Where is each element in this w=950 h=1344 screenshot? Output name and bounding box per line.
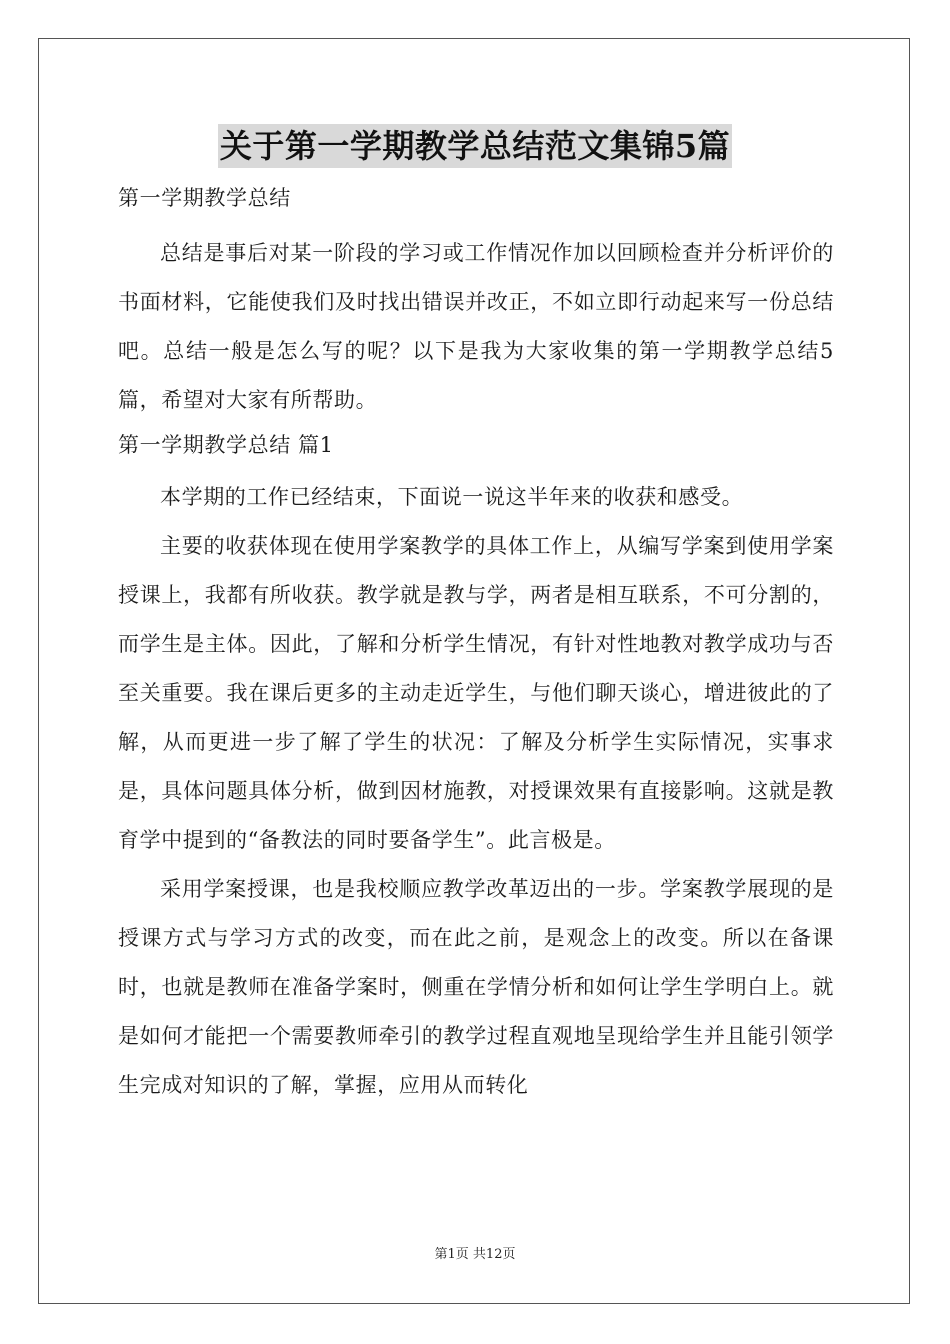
body-paragraph-3: 采用学案授课，也是我校顺应教学改革迈出的一步。学案教学展现的是授课方式与学习方式的改变，而在此之前，是观念上的改变。所以在备课时，也就是教师在准备学案时，侧重在学情分析和如何让学生学明白上。就是如何才能把一个需要教师牵引的教学过程直观地呈现给学生并且能引领学生完成对知识的了解，掌握，应用从而转化 (118, 877, 834, 1097)
document-body (118, 180, 834, 1110)
body-paragraph-1: 本学期的工作已经结束，下面说一说这半年来的收获和感受。 (160, 485, 744, 509)
title-container (0, 124, 950, 168)
intro-paragraph: 总结是事后对某一阶段的学习或工作情况作加以回顾检查并分析评价的书面材料，它能使我们及时找出错误并改正，不如立即行动起来写一份总结吧。总结一般是怎么写的呢？以下是我为大家收集的第一学期教学总结5篇，希望对大家有所帮助。 (118, 241, 834, 412)
document-title: 关于第一学期教学总结范文集锦5篇 (218, 124, 732, 168)
page-number-footer: 第1页 共12页 (434, 1247, 516, 1262)
section-heading: 第一学期教学总结 篇1 (118, 433, 334, 457)
document-subtitle: 第一学期教学总结 (118, 186, 291, 210)
body-paragraph-2: 主要的收获体现在使用学案教学的具体工作上，从编写学案到使用学案授课上，我都有所收获。教学就是教与学，两者是相互联系，不可分割的，而学生是主体。因此，了解和分析学生情况，有针对性地教对教学成功与否至关重要。我在课后更多的主动走近学生，与他们聊天谈心，增进彼此的了解，从而更进一步了解了学生的状况：了解及分析学生实际情况，实事求是，具体问题具体分析，做到因材施教，对授课效果有直接影响。这就是教育学中提到的“备教法的同时要备学生”。此言极是。 (118, 534, 834, 852)
